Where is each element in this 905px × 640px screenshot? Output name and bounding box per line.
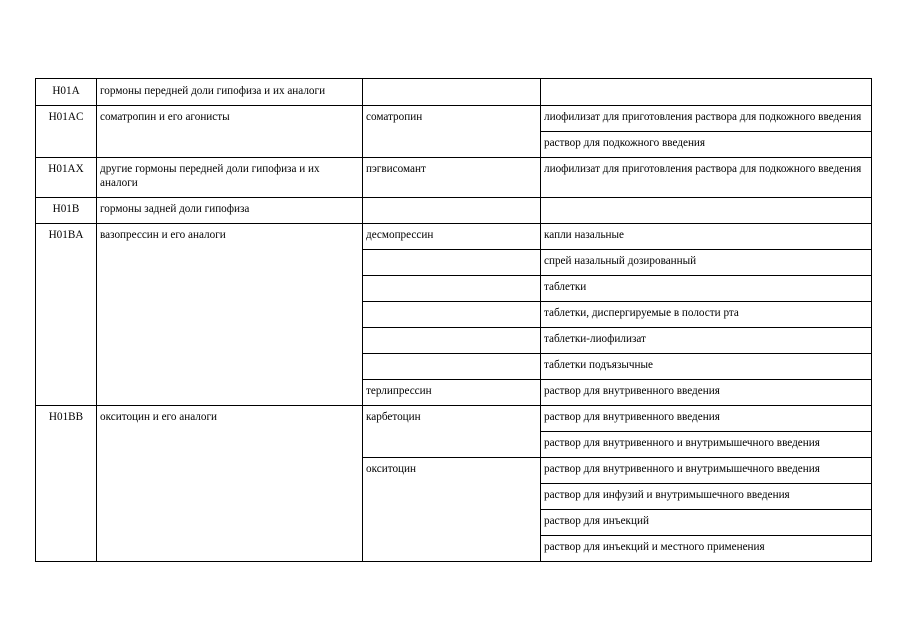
column-divider [540,79,541,561]
drug-name: пэгвисомант [366,163,426,175]
row-divider [36,197,872,198]
atc-code: H01B [52,203,80,215]
drug-divider [362,301,540,302]
atc-code: H01A [52,85,80,97]
dosage-form: раствор для подкожного введения [544,137,706,149]
column-divider [96,79,97,561]
drug-divider [362,249,540,250]
drug-divider [362,379,540,380]
dosage-form: раствор для внутривенного и внутримышечного введения [544,437,820,449]
dosage-form: таблетки, диспергируемые в полости рта [544,307,739,319]
dosage-form: спрей назальный дозированный [544,255,697,267]
dosage-form: таблетки-лиофилизат [544,333,646,345]
form-divider [540,275,872,276]
drug-divider [362,353,540,354]
atc-code: H01AC [48,111,84,123]
atc-group-name: гормоны задней доли гипофиза [100,203,250,215]
dosage-form: лиофилизат для приготовления раствора для подкожного введения [544,163,862,175]
form-divider [540,379,872,380]
dosage-form: лиофилизат для приготовления раствора для подкожного введения [544,111,862,123]
form-divider [540,509,872,510]
row-divider [36,223,872,224]
drug-divider [362,275,540,276]
column-divider [362,79,363,561]
drug-name: соматропин [366,111,423,123]
drug-name: терлипрессин [366,385,432,397]
document-table [35,78,872,562]
row-divider [36,105,872,106]
form-divider [540,301,872,302]
drug-name: десмопрессин [366,229,434,241]
atc-code: H01BA [48,229,84,241]
dosage-form: раствор для внутривенного введения [544,385,720,397]
drug-name: карбетоцин [366,411,421,423]
atc-group-name: вазопрессин и его аналоги [100,229,226,241]
dosage-form: раствор для инфузий и внутримышечного введения [544,489,790,501]
drug-divider [362,457,540,458]
form-divider [540,353,872,354]
form-divider [540,131,872,132]
drug-name: окситоцин [366,463,416,475]
drug-divider [362,327,540,328]
dosage-form: таблетки [544,281,587,293]
atc-group-name: гормоны передней доли гипофиза и их аналоги [100,85,326,97]
atc-group-name: другие гормоны передней доли гипофиза и их аналоги [100,163,320,189]
row-divider [36,405,872,406]
atc-group-name: соматропин и его агонисты [100,111,230,123]
dosage-form: раствор для внутривенного и внутримышечного введения [544,463,820,475]
form-divider [540,327,872,328]
atc-code: H01AX [48,163,84,175]
dosage-form: раствор для инъекций и местного применения [544,541,765,553]
atc-code: H01BB [48,411,84,423]
dosage-form: раствор для внутривенного введения [544,411,720,423]
form-divider [540,535,872,536]
form-divider [540,483,872,484]
dosage-form: капли назальные [544,229,625,241]
row-divider [36,157,872,158]
form-divider [540,249,872,250]
dosage-form: раствор для инъекций [544,515,649,527]
form-divider [540,431,872,432]
atc-group-name: окситоцин и его аналоги [100,411,218,423]
dosage-form: таблетки подъязычные [544,359,653,371]
form-divider [540,457,872,458]
